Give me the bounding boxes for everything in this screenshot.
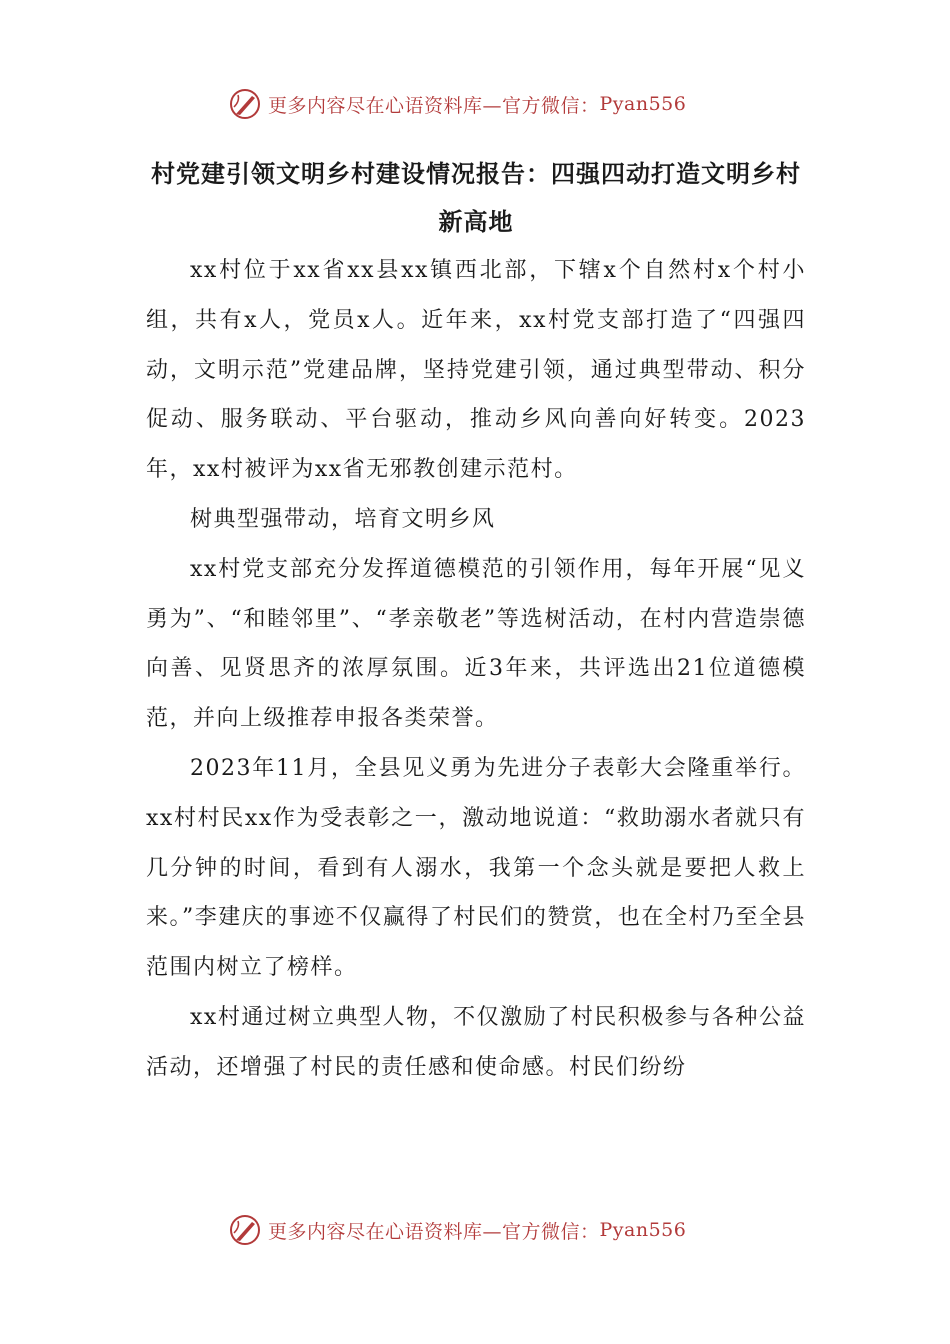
section-heading: 树典型强带动，培育文明乡风 xyxy=(190,506,496,532)
quill-logo-icon xyxy=(228,87,262,121)
watermark-header xyxy=(228,84,686,124)
watermark-text: 更多内容尽在心语资料库—官方微信： xyxy=(268,94,600,117)
document-title: 村党建引领文明乡村建设情况报告：四强四动打造文明乡村新高地 xyxy=(151,160,801,236)
watermark-footer xyxy=(228,1210,686,1250)
watermark-wechat: Pyan556 xyxy=(599,93,687,115)
paragraph: xx村党支部充分发挥道德模范的引领作用，每年开展“见义勇为”、“和睦邻里”、“孝亲敬老”等选树活动，在村内营造崇德向善、见贤思齐的浓厚氛围。近3年来，共评选出21位道德模范，并向上级推荐申报各类荣誉。 xyxy=(146,556,806,732)
paragraph: 2023年11月，全县见义勇为先进分子表彰大会隆重举行。xx村村民xx作为受表彰之一，激动地说道：“救助溺水者就只有几分钟的时间，看到有人溺水，我第一个念头就是要把人救上来。”李建庆的事迹不仅赢得了村民们的赞赏，也在全村乃至全县范围内树立了榜样。 xyxy=(146,755,806,981)
paragraph: xx村通过树立典型人物，不仅激励了村民积极参与各种公益活动，还增强了村民的责任感和使命感。村民们纷纷 xyxy=(146,1004,806,1080)
document-body xyxy=(146,246,806,1093)
paragraph-intro: xx村位于xx省xx县xx镇西北部，下辖x个自然村x个村小组，共有x人，党员x人。近年来，xx村党支部打造了“四强四动，文明示范”党建品牌，坚持党建引领，通过典型带动、积分促动、服务联动、平台驱动，推动乡风向善向好转变。2023年，xx村被评为xx省无邪教创建示范村。 xyxy=(146,258,806,483)
quill-logo-icon xyxy=(228,1213,262,1247)
watermark-wechat: Pyan556 xyxy=(599,1219,687,1241)
watermark-text: 更多内容尽在心语资料库—官方微信： xyxy=(268,1220,600,1243)
